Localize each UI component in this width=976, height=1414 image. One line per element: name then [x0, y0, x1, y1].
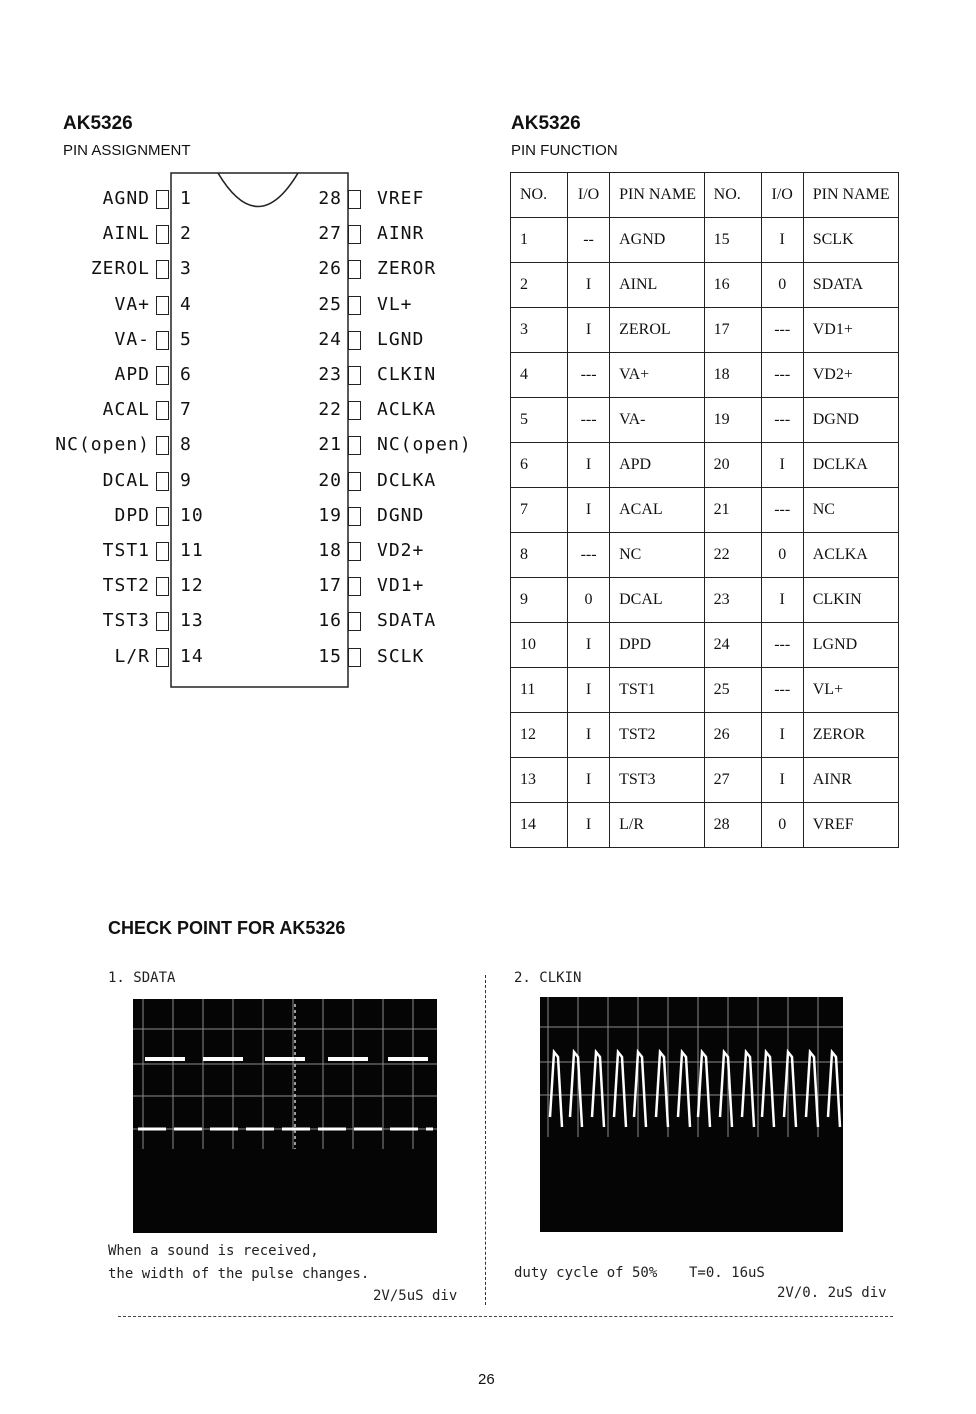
left-pin-lead	[156, 577, 169, 596]
table-cell: 22	[704, 533, 761, 578]
scope2-scale: 2V/0. 2uS div	[777, 1285, 887, 1301]
left-pin-lead	[156, 472, 169, 491]
horizontal-divider	[118, 1316, 893, 1317]
right-pin-number: 25	[318, 294, 342, 315]
left-pin-name: APD	[114, 364, 150, 385]
left-pin-number: 14	[180, 646, 204, 667]
table-cell: 0	[568, 578, 610, 623]
table-cell: I	[568, 488, 610, 533]
table-row	[511, 668, 899, 713]
left-pin-name: TST2	[102, 575, 150, 596]
table-cell: ---	[568, 398, 610, 443]
table-row	[511, 533, 899, 578]
left-pin-name: VA+	[114, 294, 150, 315]
table-cell: ---	[568, 353, 610, 398]
right-pin-number: 19	[318, 505, 342, 526]
table-cell: 27	[704, 758, 761, 803]
table-header-cell: I/O	[761, 173, 803, 218]
scope2-note: duty cycle of 50%	[514, 1265, 658, 1281]
left-pin-lead	[156, 542, 169, 561]
clkin-oscilloscope-image	[540, 997, 843, 1232]
table-cell: CLKIN	[803, 578, 898, 623]
left-pin-name: ACAL	[102, 399, 150, 420]
table-cell: ---	[761, 308, 803, 353]
table-row	[511, 218, 899, 263]
table-header-cell: PIN NAME	[803, 173, 898, 218]
table-row	[511, 398, 899, 443]
right-pin-name: ACLKA	[377, 399, 437, 420]
scope2-period: T=0. 16uS	[689, 1265, 765, 1281]
table-cell: DPD	[610, 623, 705, 668]
table-cell: 18	[704, 353, 761, 398]
right-pin-name: DCLKA	[377, 470, 437, 491]
table-row	[511, 758, 899, 803]
table-cell: 21	[704, 488, 761, 533]
table-header-row	[511, 173, 899, 218]
left-pin-number: 3	[180, 258, 192, 279]
right-pin-lead	[348, 366, 361, 385]
right-pin-number: 17	[318, 575, 342, 596]
right-pin-name: VL+	[377, 294, 413, 315]
table-cell: 17	[704, 308, 761, 353]
table-cell: NC	[610, 533, 705, 578]
table-cell: 4	[511, 353, 568, 398]
right-pin-number: 20	[318, 470, 342, 491]
table-cell: 11	[511, 668, 568, 713]
table-cell: I	[761, 713, 803, 758]
table-cell: AINL	[610, 263, 705, 308]
table-row	[511, 623, 899, 668]
table-cell: DCLKA	[803, 443, 898, 488]
table-cell: 0	[761, 533, 803, 578]
table-header-cell: I/O	[568, 173, 610, 218]
right-pin-lead	[348, 225, 361, 244]
right-pin-number: 21	[318, 434, 342, 455]
table-header-cell: NO.	[704, 173, 761, 218]
pin-function-title: AK5326	[511, 113, 581, 134]
table-cell: I	[761, 443, 803, 488]
table-row	[511, 803, 899, 848]
left-pin-lead	[156, 260, 169, 279]
table-cell: APD	[610, 443, 705, 488]
left-pin-number: 2	[180, 223, 192, 244]
table-cell: VA-	[610, 398, 705, 443]
table-cell: 12	[511, 713, 568, 758]
right-pin-lead	[348, 577, 361, 596]
scope2-label: 2. CLKIN	[514, 970, 582, 986]
table-cell: 0	[761, 803, 803, 848]
table-row	[511, 353, 899, 398]
left-pin-lead	[156, 225, 169, 244]
table-cell: 26	[704, 713, 761, 758]
left-pin-number: 11	[180, 540, 204, 561]
table-cell: 19	[704, 398, 761, 443]
table-cell: SCLK	[803, 218, 898, 263]
table-cell: I	[761, 218, 803, 263]
table-cell: 6	[511, 443, 568, 488]
right-pin-lead	[348, 436, 361, 455]
table-cell: I	[568, 623, 610, 668]
table-cell: 13	[511, 758, 568, 803]
right-pin-number: 15	[318, 646, 342, 667]
table-cell: 25	[704, 668, 761, 713]
sdata-oscilloscope-image	[133, 999, 437, 1233]
table-cell: 8	[511, 533, 568, 578]
pin1-notch	[218, 173, 298, 207]
table-cell: ZEROR	[803, 713, 898, 758]
left-pin-name: AINL	[102, 223, 150, 244]
table-cell: I	[761, 758, 803, 803]
right-pin-lead	[348, 542, 361, 561]
pin-assignment-subtitle: PIN ASSIGNMENT	[63, 142, 191, 159]
table-cell: 5	[511, 398, 568, 443]
left-pin-name: DCAL	[102, 470, 150, 491]
right-pin-number: 16	[318, 610, 342, 631]
left-pin-name: DPD	[114, 505, 150, 526]
table-cell: ACLKA	[803, 533, 898, 578]
right-pin-number: 26	[318, 258, 342, 279]
table-cell: ---	[761, 398, 803, 443]
table-cell: 0	[761, 263, 803, 308]
table-cell: ---	[761, 668, 803, 713]
right-pin-lead	[348, 401, 361, 420]
page-number: 26	[478, 1371, 495, 1388]
right-pin-lead	[348, 507, 361, 526]
table-cell: 20	[704, 443, 761, 488]
table-cell: 24	[704, 623, 761, 668]
table-cell: 3	[511, 308, 568, 353]
table-cell: ---	[761, 353, 803, 398]
left-pin-number: 9	[180, 470, 192, 491]
left-pin-number: 13	[180, 610, 204, 631]
left-pin-name: TST1	[102, 540, 150, 561]
left-pin-lead	[156, 436, 169, 455]
table-cell: --	[568, 218, 610, 263]
table-row	[511, 263, 899, 308]
pin-function-subtitle: PIN FUNCTION	[511, 142, 618, 159]
table-cell: ---	[761, 623, 803, 668]
table-cell: NC	[803, 488, 898, 533]
table-cell: ACAL	[610, 488, 705, 533]
right-pin-name: SCLK	[377, 646, 425, 667]
left-pin-number: 10	[180, 505, 204, 526]
left-pin-number: 1	[180, 188, 192, 209]
pin-assignment-diagram	[0, 0, 500, 700]
table-cell: I	[568, 713, 610, 758]
table-cell: 16	[704, 263, 761, 308]
left-pin-name: ZEROL	[90, 258, 150, 279]
table-cell: VD2+	[803, 353, 898, 398]
table-cell: VA+	[610, 353, 705, 398]
table-header-cell: NO.	[511, 173, 568, 218]
table-cell: DCAL	[610, 578, 705, 623]
left-pin-name: TST3	[102, 610, 150, 631]
check-point-title: CHECK POINT FOR AK5326	[108, 918, 346, 938]
right-pin-name: VD1+	[377, 575, 425, 596]
table-cell: ---	[761, 488, 803, 533]
table-row	[511, 488, 899, 533]
table-header-cell: PIN NAME	[610, 173, 705, 218]
right-pin-number: 24	[318, 329, 342, 350]
scope1-scale: 2V/5uS div	[373, 1288, 458, 1304]
table-cell: 14	[511, 803, 568, 848]
left-pin-name: L/R	[114, 646, 150, 667]
right-pin-name: AINR	[377, 223, 425, 244]
right-pin-number: 28	[318, 188, 342, 209]
right-pin-name: ZEROR	[377, 258, 437, 279]
right-pin-lead	[348, 260, 361, 279]
table-cell: ZEROL	[610, 308, 705, 353]
right-pin-name: LGND	[377, 329, 425, 350]
table-cell: DGND	[803, 398, 898, 443]
left-pin-lead	[156, 401, 169, 420]
left-pin-number: 6	[180, 364, 192, 385]
table-cell: VREF	[803, 803, 898, 848]
table-cell: TST1	[610, 668, 705, 713]
table-cell: 10	[511, 623, 568, 668]
table-cell: LGND	[803, 623, 898, 668]
right-pin-number: 18	[318, 540, 342, 561]
pin-function-table	[510, 172, 899, 848]
right-pin-name: VREF	[377, 188, 425, 209]
table-row	[511, 443, 899, 488]
right-pin-lead	[348, 296, 361, 315]
scope1-label: 1. SDATA	[108, 970, 176, 986]
left-pin-lead	[156, 296, 169, 315]
pin-assignment-title: AK5326	[63, 113, 133, 134]
table-cell: I	[568, 803, 610, 848]
right-pin-name: NC(open)	[377, 434, 472, 455]
right-pin-lead	[348, 648, 361, 667]
left-pin-number: 7	[180, 399, 192, 420]
table-cell: 1	[511, 218, 568, 263]
left-pin-name: VA-	[114, 329, 150, 350]
scope1-note-line2: the width of the pulse changes.	[108, 1266, 370, 1282]
table-cell: 7	[511, 488, 568, 533]
table-cell: VL+	[803, 668, 898, 713]
table-row	[511, 578, 899, 623]
table-cell: I	[568, 308, 610, 353]
table-cell: 23	[704, 578, 761, 623]
right-pin-number: 27	[318, 223, 342, 244]
right-pin-name: SDATA	[377, 610, 437, 631]
table-cell: I	[568, 443, 610, 488]
right-pin-number: 22	[318, 399, 342, 420]
table-cell: ---	[568, 533, 610, 578]
table-cell: 28	[704, 803, 761, 848]
left-pin-number: 8	[180, 434, 192, 455]
right-pin-lead	[348, 612, 361, 631]
right-pin-lead	[348, 190, 361, 209]
right-pin-name: CLKIN	[377, 364, 437, 385]
table-cell: VD1+	[803, 308, 898, 353]
left-pin-name: AGND	[102, 188, 150, 209]
table-cell: 9	[511, 578, 568, 623]
table-cell: SDATA	[803, 263, 898, 308]
left-pin-number: 12	[180, 575, 204, 596]
left-pin-name: NC(open)	[55, 434, 150, 455]
table-cell: 2	[511, 263, 568, 308]
left-pin-lead	[156, 648, 169, 667]
right-pin-name: DGND	[377, 505, 425, 526]
table-cell: AGND	[610, 218, 705, 263]
left-pin-lead	[156, 331, 169, 350]
table-cell: TST3	[610, 758, 705, 803]
scope1-note-line1: When a sound is received,	[108, 1243, 319, 1259]
table-row	[511, 308, 899, 353]
table-cell: I	[568, 668, 610, 713]
table-cell: 15	[704, 218, 761, 263]
left-pin-number: 4	[180, 294, 192, 315]
left-pin-lead	[156, 366, 169, 385]
left-pin-lead	[156, 507, 169, 526]
table-cell: AINR	[803, 758, 898, 803]
table-cell: TST2	[610, 713, 705, 758]
left-pin-lead	[156, 612, 169, 631]
left-pin-number: 5	[180, 329, 192, 350]
vertical-divider	[485, 975, 486, 1305]
left-pin-lead	[156, 190, 169, 209]
right-pin-name: VD2+	[377, 540, 425, 561]
right-pin-lead	[348, 331, 361, 350]
right-pin-lead	[348, 472, 361, 491]
table-cell: I	[568, 263, 610, 308]
table-cell: L/R	[610, 803, 705, 848]
table-row	[511, 713, 899, 758]
table-cell: I	[761, 578, 803, 623]
table-cell: I	[568, 758, 610, 803]
right-pin-number: 23	[318, 364, 342, 385]
